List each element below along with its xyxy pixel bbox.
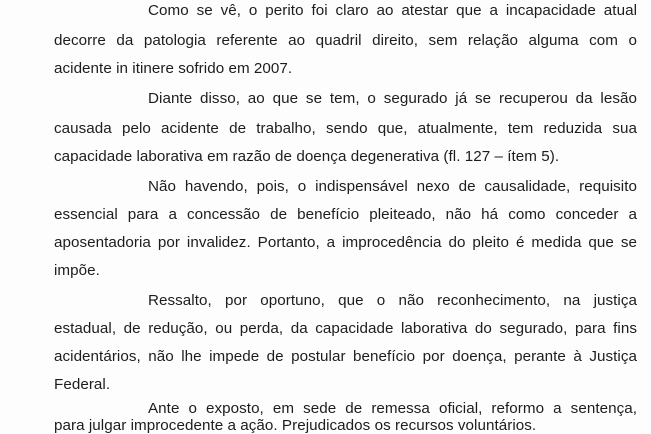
paragraph-line: Como se vê, o perito foi claro ao atestar que a incapacidade atual bbox=[148, 2, 637, 19]
paragraph-line: Ante o exposto, em sede de remessa oficial, reformo a sentença, bbox=[148, 400, 637, 417]
paragraph-line: capacidade laborativa em razão de doença degenerativa (fl. 127 – ítem 5). bbox=[54, 148, 560, 165]
paragraph-line: causada pelo acidente de trabalho, sendo que, atualmente, tem reduzida sua bbox=[54, 120, 637, 137]
paragraph-line: acidente in itinere sofrido em 2007. bbox=[54, 60, 293, 77]
paragraph-line: Federal. bbox=[54, 376, 111, 393]
paragraph-line: acidentários, não lhe impede de postular benefício por doença, perante à Justiça bbox=[54, 348, 637, 365]
paragraph-line: aposentadoria por invalidez. Portanto, a improcedência do pleito é medida que se bbox=[54, 234, 637, 251]
paragraph-line: Diante disso, ao que se tem, o segurado já se recuperou da lesão bbox=[148, 90, 637, 107]
paragraph-line: estadual, de redução, ou perda, da capacidade laborativa do segurado, para fins bbox=[54, 320, 637, 337]
paragraph-line: impõe. bbox=[54, 262, 100, 279]
paragraph-line: Não havendo, pois, o indispensável nexo de causalidade, requisito bbox=[148, 178, 637, 195]
paragraph-line: para julgar improcedente a ação. Prejudicados os recursos voluntários. bbox=[54, 417, 537, 434]
paragraph-line: essencial para a concessão de benefício pleiteado, não há como conceder a bbox=[54, 206, 637, 223]
paragraph-line: decorre da patologia referente ao quadril direito, sem relação alguma com o bbox=[54, 32, 637, 49]
paragraph-line: Ressalto, por oportuno, que o não reconhecimento, na justiça bbox=[148, 292, 637, 309]
